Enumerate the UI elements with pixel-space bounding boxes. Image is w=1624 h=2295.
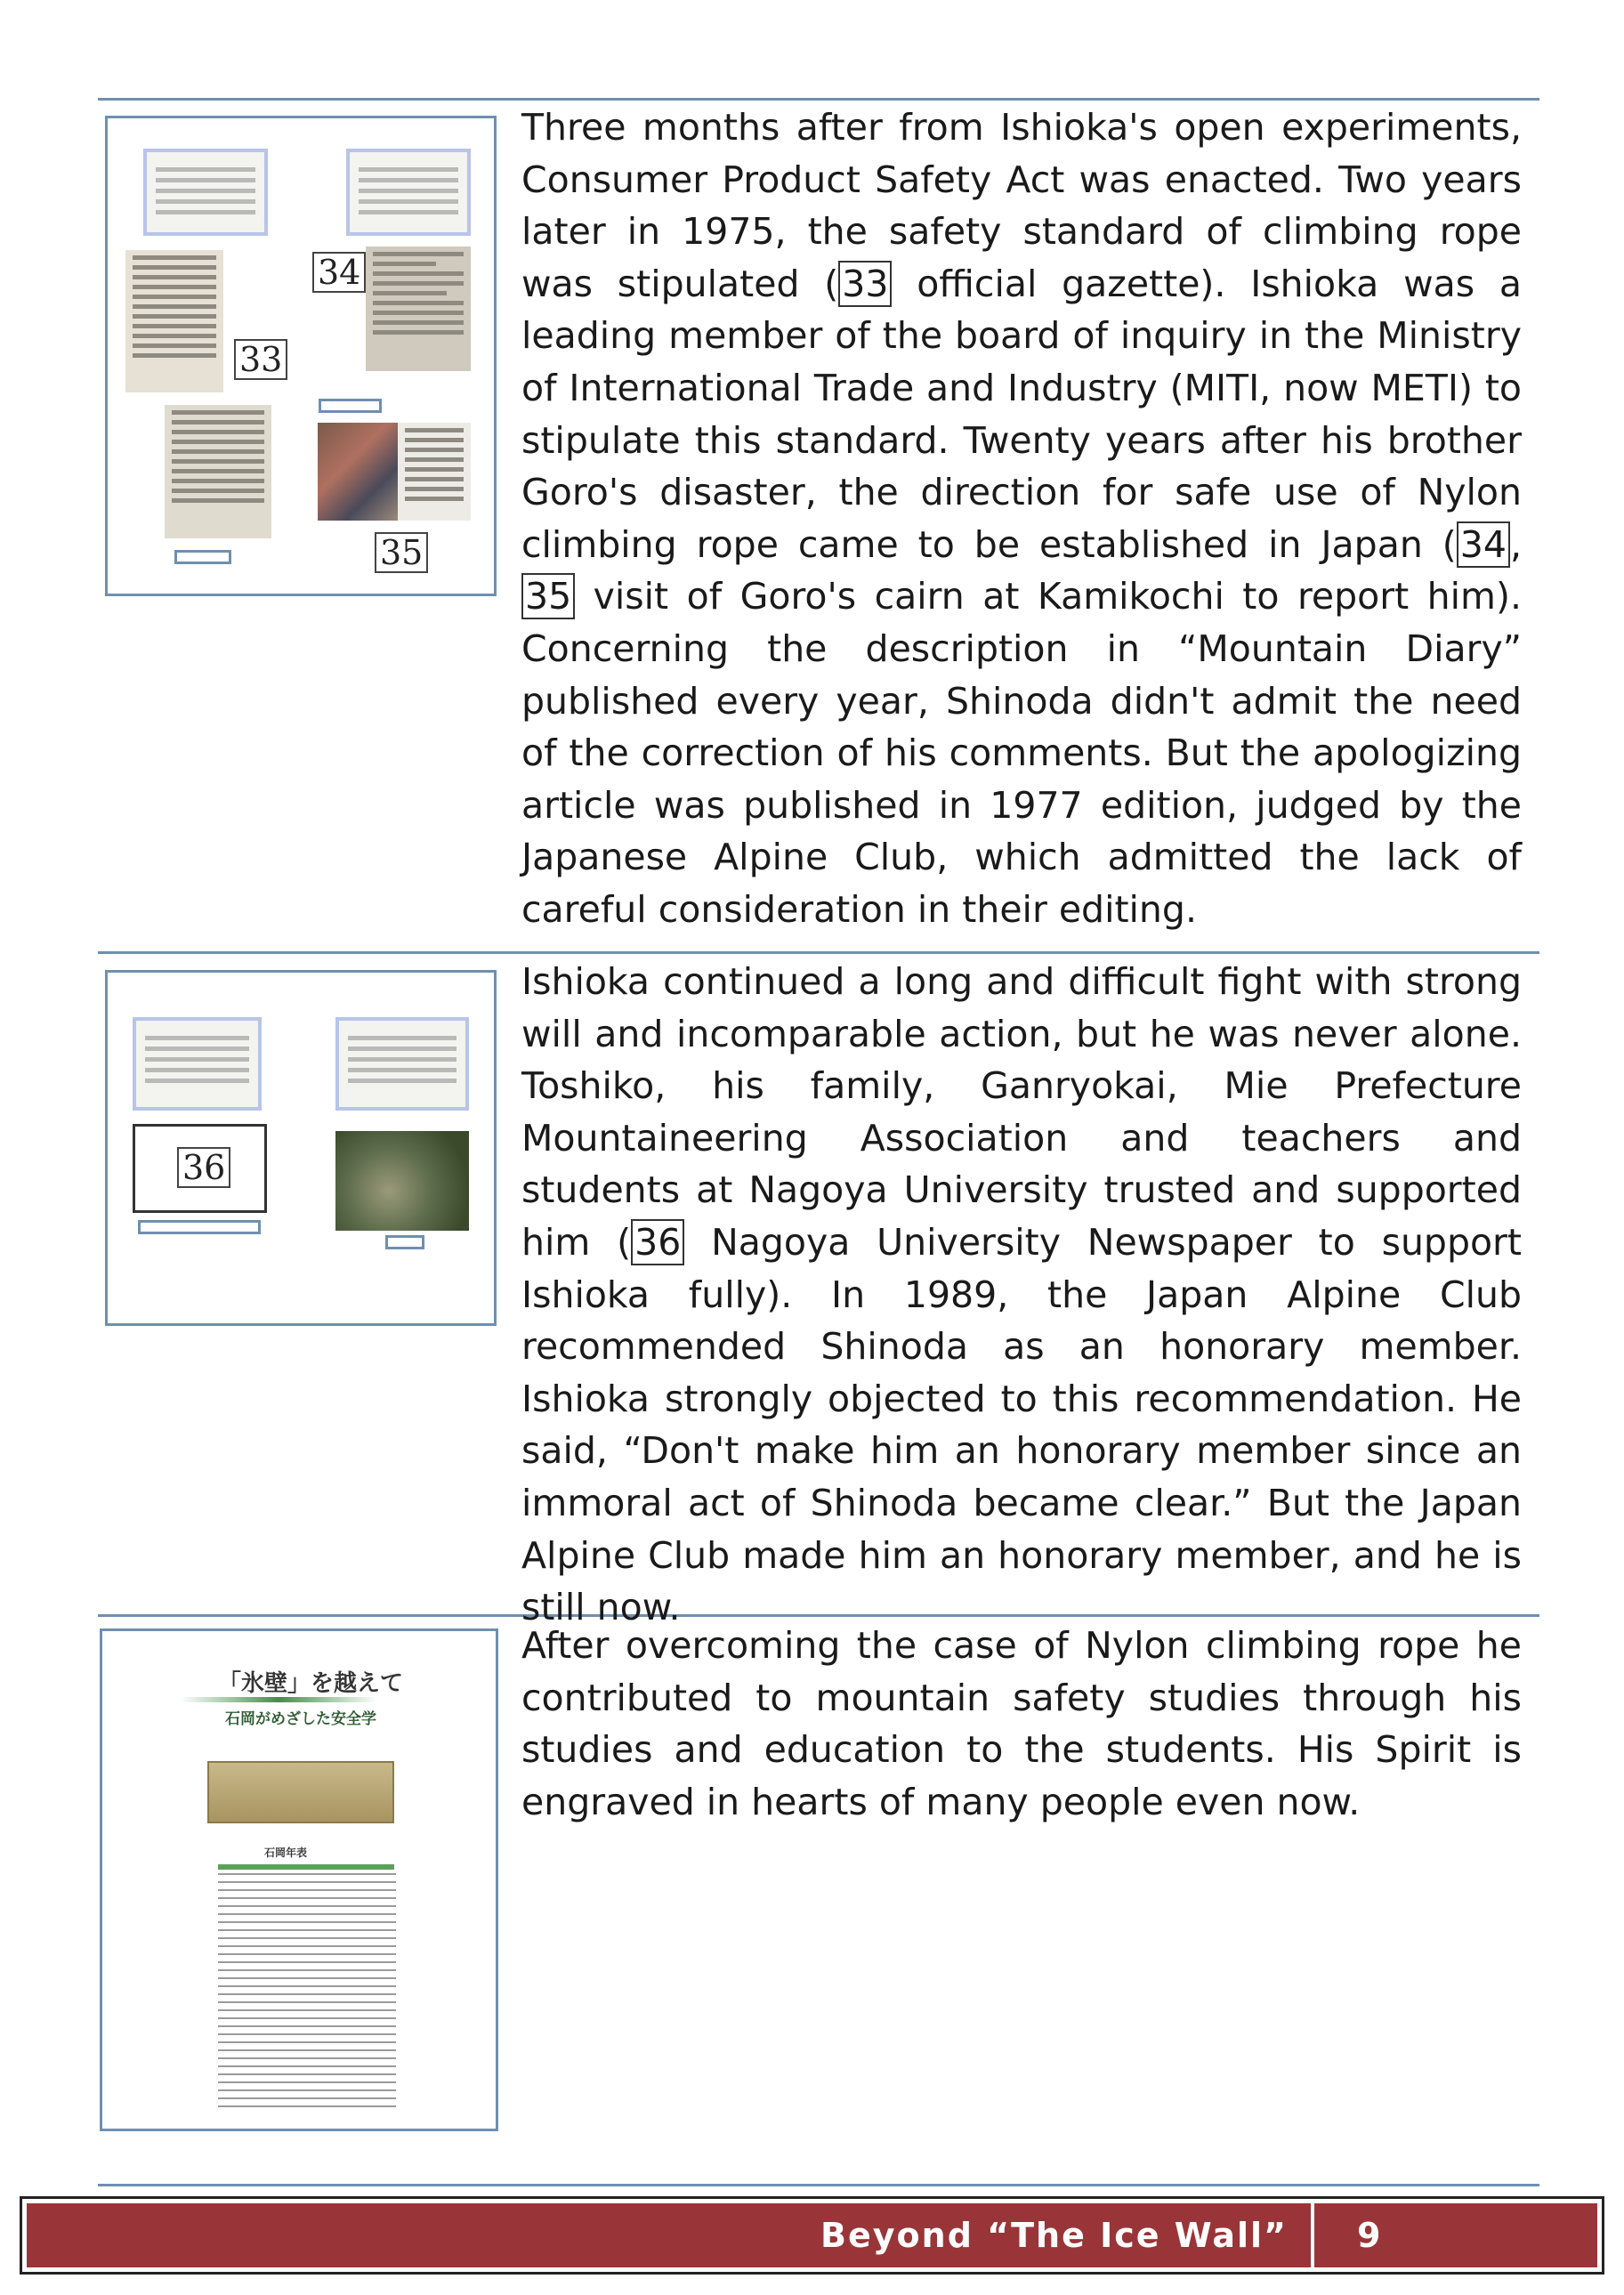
figure-thumbnail-33-35 <box>105 116 497 596</box>
figure-thumbnail-36 <box>105 970 497 1326</box>
timeline-green-bar <box>218 1864 394 1870</box>
figure-label-33: 33 <box>234 339 287 380</box>
figure-label-35: 35 <box>375 532 428 573</box>
timeline-table <box>218 1873 396 2113</box>
paragraph-3: After overcoming the case of Nylon climbing rope he contributed to mountain safety studies through his studies and education to the students. His Spirit is engraved in hearts of many people even now. <box>521 1624 1522 1823</box>
figure-thumbnail-booklet <box>100 1628 498 2131</box>
footer-bar <box>27 2203 1597 2267</box>
newspaper-clipping-image <box>125 250 223 392</box>
footer <box>20 2196 1604 2275</box>
reference-box-34: 34 <box>1457 521 1510 568</box>
section-divider <box>98 98 1539 101</box>
paragraph-1: Three months after from Ishioka's open experiments, Consumer Product Safety Act was enacted. Two years later in 1975, the safety standard of climbing rope was stipulated (33 official gazette). Ishioka was a leading member of the board of inquiry in the Ministry of International Trade and Industry (MITI, now METI) to stipulate this standard. Twenty years after his brother Goro's disaster, the direction for safe use of Nylon climbing rope came to be established in Japan (34, 35 visit of Goro's cairn at Kamikochi to report him). Concerning the description in “Mountain Diary” published every year, Shinoda didn't admit the need of the correction of his comments. But the apologizing article was published in 1977 edition, judged by the Japanese Alpine Club, which admitted the lack of careful consideration in their editing. <box>521 106 1522 931</box>
document-image <box>346 149 471 236</box>
timeline-heading: 石岡年表 <box>264 1847 308 1859</box>
section-divider <box>98 951 1539 954</box>
booklet-subtitle: 石岡がめざした安全学 <box>225 1710 376 1728</box>
magazine-page-image <box>398 423 471 521</box>
reference-box-35: 35 <box>521 573 575 619</box>
caption-bar <box>174 550 231 564</box>
caption-bar <box>319 399 382 413</box>
figure-label-34: 34 <box>312 252 366 293</box>
newspaper-clipping-image <box>366 246 471 371</box>
newspaper-clipping-image <box>165 405 271 538</box>
caption-bar <box>138 1220 261 1234</box>
booklet-title-underline <box>181 1697 376 1702</box>
document-image <box>335 1017 469 1111</box>
cairn-photo <box>335 1131 469 1231</box>
reference-box-36: 36 <box>631 1219 684 1265</box>
booklet-title: 「氷壁」を越えて <box>218 1670 404 1697</box>
section-divider <box>98 2184 1539 2186</box>
footer-separator <box>1311 2203 1314 2267</box>
caption-bar <box>385 1235 424 1249</box>
paragraph-2: Ishioka continued a long and difficult fight with strong will and incomparable action, but he was never alone. Toshiko, his family, Ganryokai, Mie Prefecture Mountaineering Association and teachers and students at Nagoya University trusted and supported him (36 Nagoya University Newspaper to support Ishioka fully). In 1989, the Japan Alpine Club recommended Shinoda as an honorary member. Ishioka strongly objected to this recommendation. He said, “Don't make him an honorary member since an immoral act of Shinoda became clear.” But the Japan Alpine Club made him an honorary member, and he is still now. <box>521 960 1522 1629</box>
document-image <box>133 1017 262 1111</box>
booklet-gold-plate <box>207 1761 394 1823</box>
climbers-photo <box>318 423 398 521</box>
footer-title: Beyond “The Ice Wall” <box>820 2216 1288 2255</box>
document-image <box>143 149 268 236</box>
reference-box-33: 33 <box>838 261 892 307</box>
figure-label-36: 36 <box>177 1147 230 1188</box>
page-number: 9 <box>1357 2216 1381 2255</box>
